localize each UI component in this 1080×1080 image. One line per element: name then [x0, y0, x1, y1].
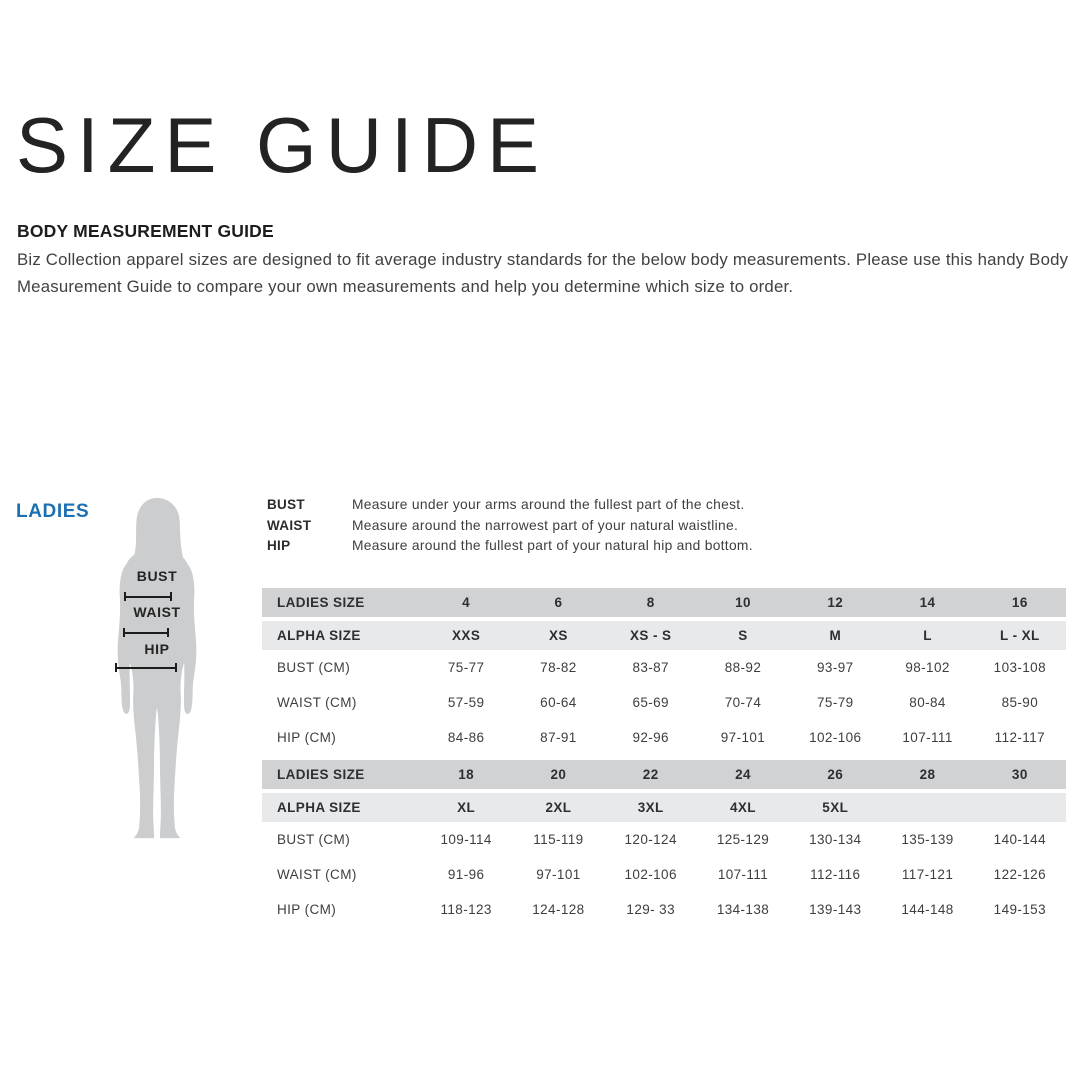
measure-key-row — [267, 538, 827, 553]
table-cell: XXS — [452, 628, 481, 643]
table-cell: 109-114 — [440, 832, 492, 847]
size-table-1 — [262, 588, 1066, 755]
table-cell: 91-96 — [447, 867, 485, 882]
figure-hip-label: HIP — [144, 641, 170, 657]
table-cell: 83-87 — [632, 660, 669, 675]
table-cell: 80-84 — [909, 695, 946, 710]
table-cell: 57-59 — [447, 695, 485, 710]
table-cell: 3XL — [637, 800, 664, 815]
row-label: BUST (CM) — [277, 660, 351, 675]
measure-term: HIP — [267, 538, 291, 553]
table-row — [262, 621, 1066, 650]
table-cell: 120-124 — [624, 832, 677, 847]
table-cell: 97-101 — [720, 730, 766, 745]
size-tables — [262, 588, 1066, 927]
table-cell: 16 — [1011, 595, 1028, 610]
table-cell: 78-82 — [540, 660, 577, 675]
table-cell: XS - S — [629, 628, 672, 643]
table-cell: 124-128 — [532, 902, 585, 917]
row-label: ALPHA SIZE — [277, 628, 361, 643]
table-row — [262, 793, 1066, 822]
table-cell: 18 — [458, 767, 475, 782]
table-cell: 12 — [827, 595, 844, 610]
table-cell: 14 — [919, 595, 936, 610]
table-cell: 75-79 — [817, 695, 854, 710]
row-label: WAIST (CM) — [277, 695, 357, 710]
row-label: WAIST (CM) — [277, 867, 357, 882]
table-row — [262, 685, 1066, 720]
table-cell: 125-129 — [716, 832, 770, 847]
table-cell: 8 — [646, 595, 655, 610]
table-cell: 140-144 — [993, 832, 1047, 847]
measure-definition: Measure around the fullest part of your natural hip and bottom. — [352, 538, 753, 553]
table-cell: S — [738, 628, 748, 643]
table-cell: 75-77 — [447, 660, 485, 675]
table-cell: 88-92 — [724, 660, 762, 675]
table-cell: 118-123 — [440, 902, 492, 917]
table-cell: 87-91 — [540, 730, 577, 745]
table-row — [262, 760, 1066, 789]
ladies-figure — [97, 494, 217, 846]
measure-term: BUST — [267, 497, 305, 512]
measure-definition: Measure around the narrowest part of your natural waistline. — [352, 517, 739, 533]
table-cell: 4 — [462, 595, 471, 610]
size-table-2 — [262, 760, 1066, 927]
table-row — [262, 720, 1066, 755]
waist-measure-arrow-icon — [123, 628, 169, 637]
table-cell: 30 — [1011, 767, 1028, 782]
measure-key-row — [267, 518, 827, 533]
table-row — [262, 650, 1066, 685]
table-cell: 24 — [735, 767, 751, 782]
table-cell: 60-64 — [540, 695, 577, 710]
row-label: LADIES SIZE — [277, 767, 365, 782]
table-cell: 115-119 — [533, 832, 584, 847]
figure-bust-label: BUST — [136, 568, 178, 584]
measure-key-row — [267, 497, 827, 512]
table-cell: 122-126 — [993, 867, 1047, 882]
row-label: ALPHA SIZE — [277, 800, 361, 815]
table-cell: 5XL — [822, 800, 849, 815]
table-cell: 112-116 — [810, 867, 861, 882]
table-cell: 117-121 — [901, 867, 954, 882]
table-cell: 84-86 — [447, 730, 485, 745]
table-cell: 2XL — [545, 800, 572, 815]
table-cell: 20 — [550, 767, 567, 782]
page-title: SIZE GUIDE — [16, 101, 549, 189]
ladies-heading: LADIES — [16, 501, 90, 522]
table-cell: 10 — [735, 595, 751, 610]
table-cell: 149-153 — [993, 902, 1047, 917]
table-cell: 65-69 — [632, 695, 669, 710]
table-row — [262, 892, 1066, 927]
table-row — [262, 822, 1066, 857]
table-row — [262, 857, 1066, 892]
table-cell: XL — [457, 800, 476, 815]
table-cell: 134-138 — [716, 902, 770, 917]
table-cell: 97-101 — [536, 867, 581, 882]
table-cell: 28 — [919, 767, 936, 782]
measurement-key — [267, 497, 827, 559]
table-cell: 92-96 — [632, 730, 669, 745]
table-cell: 102-106 — [624, 867, 677, 882]
row-label: LADIES SIZE — [277, 595, 365, 610]
table-cell: 6 — [554, 595, 563, 610]
table-cell: 129- 33 — [626, 902, 675, 917]
table-cell: 70-74 — [724, 695, 762, 710]
intro-text: Biz Collection apparel sizes are designed to fit average industry standards for the below body measurements. Please use this handy Body Measurement Guide to compare your own measurements and help you determine which size to order. — [17, 250, 1069, 296]
table-cell: 139-143 — [809, 902, 862, 917]
table-cell: 4XL — [730, 800, 756, 815]
table-cell: 130-134 — [809, 832, 862, 847]
table-cell: 112-117 — [994, 730, 1046, 745]
table-cell: 135-139 — [901, 832, 954, 847]
table-cell: L — [923, 628, 932, 643]
table-cell: 103-108 — [993, 660, 1047, 675]
row-label: HIP (CM) — [277, 902, 337, 917]
table-row — [262, 588, 1066, 617]
table-cell: 22 — [642, 767, 659, 782]
row-label: HIP (CM) — [277, 730, 337, 745]
table-cell: 85-90 — [1001, 695, 1039, 710]
table-cell: 107-111 — [717, 867, 769, 882]
table-cell: 102-106 — [809, 730, 862, 745]
measure-term: WAIST — [267, 517, 312, 533]
table-cell: 144-148 — [901, 902, 954, 917]
table-cell: 98-102 — [905, 660, 950, 675]
section-heading: BODY MEASUREMENT GUIDE — [17, 221, 274, 241]
figure-waist-label: WAIST — [133, 604, 181, 620]
row-label: BUST (CM) — [277, 832, 351, 847]
table-cell: 26 — [827, 767, 844, 782]
table-cell: L - XL — [1000, 628, 1040, 643]
bust-measure-arrow-icon — [124, 592, 172, 601]
table-cell: XS — [549, 628, 568, 643]
table-cell: 107-111 — [902, 730, 953, 745]
table-cell: M — [829, 628, 842, 643]
table-cell: 93-97 — [817, 660, 854, 675]
measure-definition: Measure under your arms around the fullest part of the chest. — [352, 497, 745, 512]
hip-measure-arrow-icon — [115, 663, 177, 672]
